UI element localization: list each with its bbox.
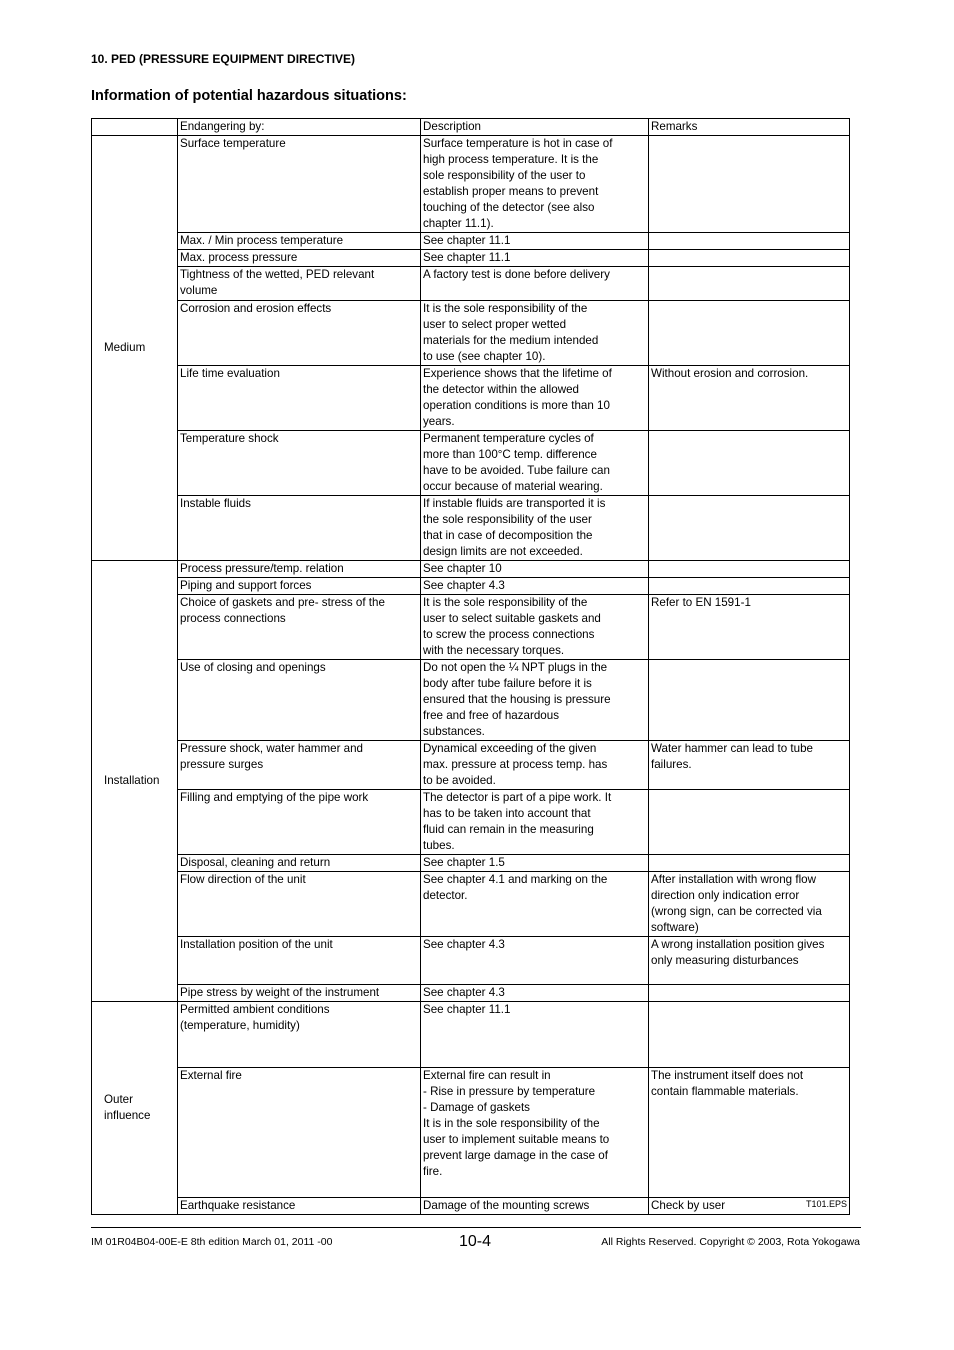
footer-rule [91,1227,861,1228]
endangering-cell: Flow direction of the unit [178,872,421,937]
section-heading: 10. PED (PRESSURE EQUIPMENT DIRECTIVE) [91,52,356,66]
remarks-cell [649,250,850,267]
endangering-cell: Use of closing and openings [178,660,421,741]
endangering-cell: Pressure shock, water hammer and pressure surges [178,741,421,790]
endangering-cell: Max. process pressure [178,250,421,267]
table-row [92,595,850,660]
footer-page-number: 10-4 [459,1233,492,1250]
group-label-medium: Medium [92,136,178,561]
remarks-cell [649,136,850,233]
table-row [92,250,850,267]
table-row [92,267,850,301]
endangering-cell: Pipe stress by weight of the instrument [178,985,421,1002]
remarks-cell [649,233,850,250]
endangering-cell: Corrosion and erosion effects [178,301,421,366]
endangering-cell: Process pressure/temp. relation [178,561,421,578]
table-row [92,937,850,985]
page-title: Information of potential hazardous situations: [91,88,407,104]
description-cell: See chapter 10 [421,561,649,578]
hazard-table [91,118,850,1215]
header-cell-description: Description [421,119,649,136]
description-cell: Experience shows that the lifetime of the detector within the allowed operation conditions is more than 10 years. [421,366,649,431]
endangering-cell: Surface temperature [178,136,421,233]
remarks-cell [649,431,850,496]
description-cell: The detector is part of a pipe work. It has to be taken into account that fluid can remain in the measuring tubes. [421,790,649,855]
description-cell: See chapter 4.3 [421,578,649,595]
table-header-row [92,119,850,136]
description-cell: See chapter 1.5 [421,855,649,872]
remarks-cell: Refer to EN 1591-1 [649,595,850,660]
description-cell: Do not open the ¼ NPT plugs in the body after tube failure before it is ensured that the housing is pressure free and free of hazardous substances. [421,660,649,741]
endangering-cell: External fire [178,1068,421,1198]
description-cell: External fire can result in - Rise in pressure by temperature - Damage of gaskets It is in the sole responsibility of the user to implement suitable means to prevent large damage in the case of fire. [421,1068,649,1198]
footer-copyright: All Rights Reserved. Copyright © 2003, Rota Yokogawa [601,1236,860,1248]
remarks-cell [649,855,850,872]
table-row [92,301,850,366]
description-cell: Damage of the mounting screws [421,1198,649,1215]
description-cell: It is the sole responsibility of the user to select suitable gaskets and to screw the process connections with the necessary torques. [421,595,649,660]
description-cell: Surface temperature is hot in case of high process temperature. It is the sole responsibility of the user to establish proper means to prevent touching of the detector (see also chapter 11.1). [421,136,649,233]
description-cell: See chapter 4.3 [421,937,649,985]
remarks-cell: Without erosion and corrosion. [649,366,850,431]
endangering-cell: Piping and support forces [178,578,421,595]
table-row [92,741,850,790]
footer-document-id: IM 01R04B04-00E-E 8th edition March 01, 2011 -00 [91,1236,333,1248]
table-row [92,790,850,855]
table-row [92,1002,850,1068]
remarks-cell [649,267,850,301]
table-row [92,1198,850,1215]
endangering-cell: Temperature shock [178,431,421,496]
table-row [92,431,850,496]
table-row [92,233,850,250]
remarks-cell [649,660,850,741]
header-cell-endangering: Endangering by: [178,119,421,136]
table-row [92,872,850,937]
endangering-cell: Life time evaluation [178,366,421,431]
header-cell-remarks: Remarks [649,119,850,136]
endangering-cell: Instable fluids [178,496,421,561]
group-label-outer: Outer influence [92,1002,178,1215]
table-row [92,985,850,1002]
remarks-cell [649,1002,850,1068]
remarks-cell [649,790,850,855]
table-row [92,855,850,872]
description-cell: It is the sole responsibility of the user to select proper wetted materials for the medium intended to use (see chapter 10). [421,301,649,366]
description-cell: If instable fluids are transported it is the sole responsibility of the user that in case of decomposition the design limits are not exceeded. [421,496,649,561]
endangering-cell: Filling and emptying of the pipe work [178,790,421,855]
remarks-cell [649,578,850,595]
description-cell: Permanent temperature cycles of more than 100°C temp. difference have to be avoided. Tube failure can occur because of material wearing. [421,431,649,496]
endangering-cell: Max. / Min process temperature [178,233,421,250]
remarks-cell: Water hammer can lead to tube failures. [649,741,850,790]
remarks-cell [649,496,850,561]
description-cell: Dynamical exceeding of the given max. pressure at process temp. has to be avoided. [421,741,649,790]
remarks-cell: The instrument itself does not contain flammable materials. [649,1068,850,1198]
remarks-cell: Check by user [649,1198,850,1215]
description-cell: See chapter 4.3 [421,985,649,1002]
endangering-cell: Permitted ambient conditions (temperature, humidity) [178,1002,421,1068]
description-cell: See chapter 4.1 and marking on the detector. [421,872,649,937]
table-row [92,561,850,578]
table-row [92,366,850,431]
endangering-cell: Choice of gaskets and pre- stress of the process connections [178,595,421,660]
endangering-cell: Disposal, cleaning and return [178,855,421,872]
description-cell: See chapter 11.1 [421,233,649,250]
figure-reference: T101.EPS [805,1199,847,1209]
header-cell-group [92,119,178,136]
table-row [92,660,850,741]
remarks-cell: A wrong installation position gives only measuring disturbances [649,937,850,985]
description-cell: See chapter 11.1 [421,250,649,267]
remarks-cell [649,985,850,1002]
remarks-cell [649,561,850,578]
endangering-cell: Earthquake resistance [178,1198,421,1215]
table-row [92,496,850,561]
table-row [92,578,850,595]
table-row [92,136,850,233]
endangering-cell: Tightness of the wetted, PED relevant volume [178,267,421,301]
table-row [92,1068,850,1198]
endangering-cell: Installation position of the unit [178,937,421,985]
remarks-cell [649,301,850,366]
description-cell: See chapter 11.1 [421,1002,649,1068]
description-cell: A factory test is done before delivery [421,267,649,301]
group-label-installation: Installation [92,561,178,1002]
remarks-cell: After installation with wrong flow direction only indication error (wrong sign, can be corrected via software) [649,872,850,937]
